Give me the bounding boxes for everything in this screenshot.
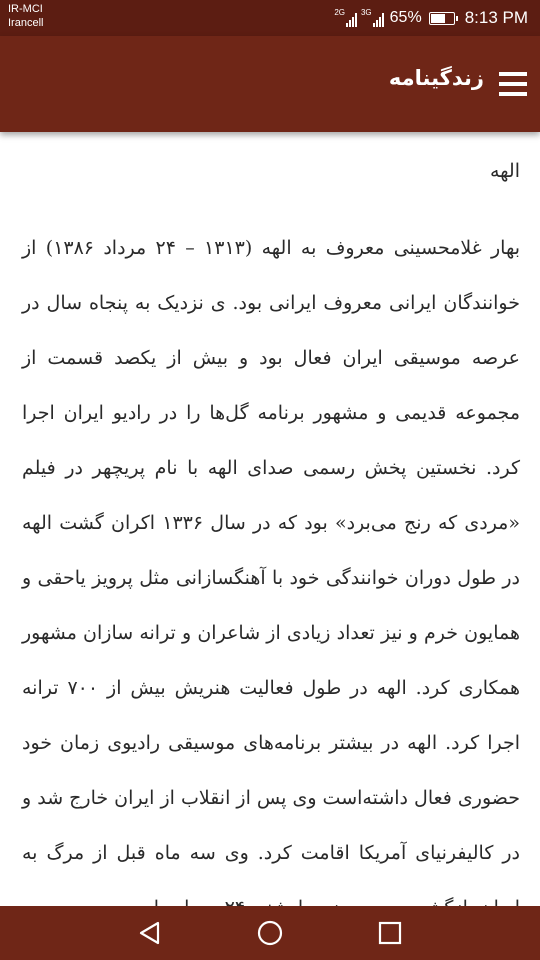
signal-bars-1 <box>346 13 357 27</box>
page-title: زندگینامه <box>388 66 484 90</box>
carrier-names <box>8 2 43 30</box>
signal-bars-2 <box>373 13 384 27</box>
navigation-bar <box>0 906 540 960</box>
network-1-label: 2G <box>334 8 345 17</box>
clock: 8:13 PM <box>464 8 528 27</box>
battery-icon <box>429 12 455 25</box>
battery-level-fill <box>431 14 445 23</box>
article-body: بهار غلامحسینی معروف به الهه (۱۳۱۳ – ۲۴ مرداد ۱۳۸۶) از خوانندگان ایرانی معروف ایرانی بود. ی نزدیک به پنجاه سال در عرصه موسیقی ایران فعال بود و بیش از یکصد قسمت از مجموعه قدیمی و مشهور برنامه گل‌ها را در رادیو ایران اجرا کرد. نخستین پخش رسمی صدای الهه با نام پریچهر در فیلم «مردی که رنج می‌برد» بود که در سال ۱۳۳۶ اکران گشت الهه در طول دوران خوانندگی خود با آهنگسازانی مثل پرویز یاحقی و همایون خرم و نیز تعداد زیادی از شاعران و ترانه سازان مشهور همکاری کرد. الهه در طول فعالیت هنریش بیش از ۷۰۰ ترانه اجرا کرد. الهه در بیشتر برنامه‌های موسیقی رادیوی زمان خود حضوری فعال داشته‌است وی پس از انقلاب از ایران خارج شد و در کالیفرنیای آمریکا اقامت کرد. وی سه ماه قبل از مرگ به <box>22 237 520 864</box>
carrier-1-label: IR-MCI <box>8 3 43 15</box>
article-heading: الهه <box>489 160 520 182</box>
status-indicators <box>334 6 528 30</box>
network-2-label: 3G <box>360 8 372 17</box>
hamburger-menu-icon[interactable] <box>499 72 527 96</box>
recents-square-icon[interactable] <box>376 919 404 947</box>
status-bar <box>0 0 540 36</box>
back-triangle-icon[interactable] <box>136 919 164 947</box>
app-bar <box>0 36 540 132</box>
signal-1-icon <box>334 9 357 27</box>
signal-2-icon <box>361 9 384 27</box>
battery-percent: 65% <box>389 9 422 26</box>
home-circle-icon[interactable] <box>256 919 284 947</box>
article-content <box>22 150 520 906</box>
carrier-2-label: Irancell <box>8 17 44 29</box>
